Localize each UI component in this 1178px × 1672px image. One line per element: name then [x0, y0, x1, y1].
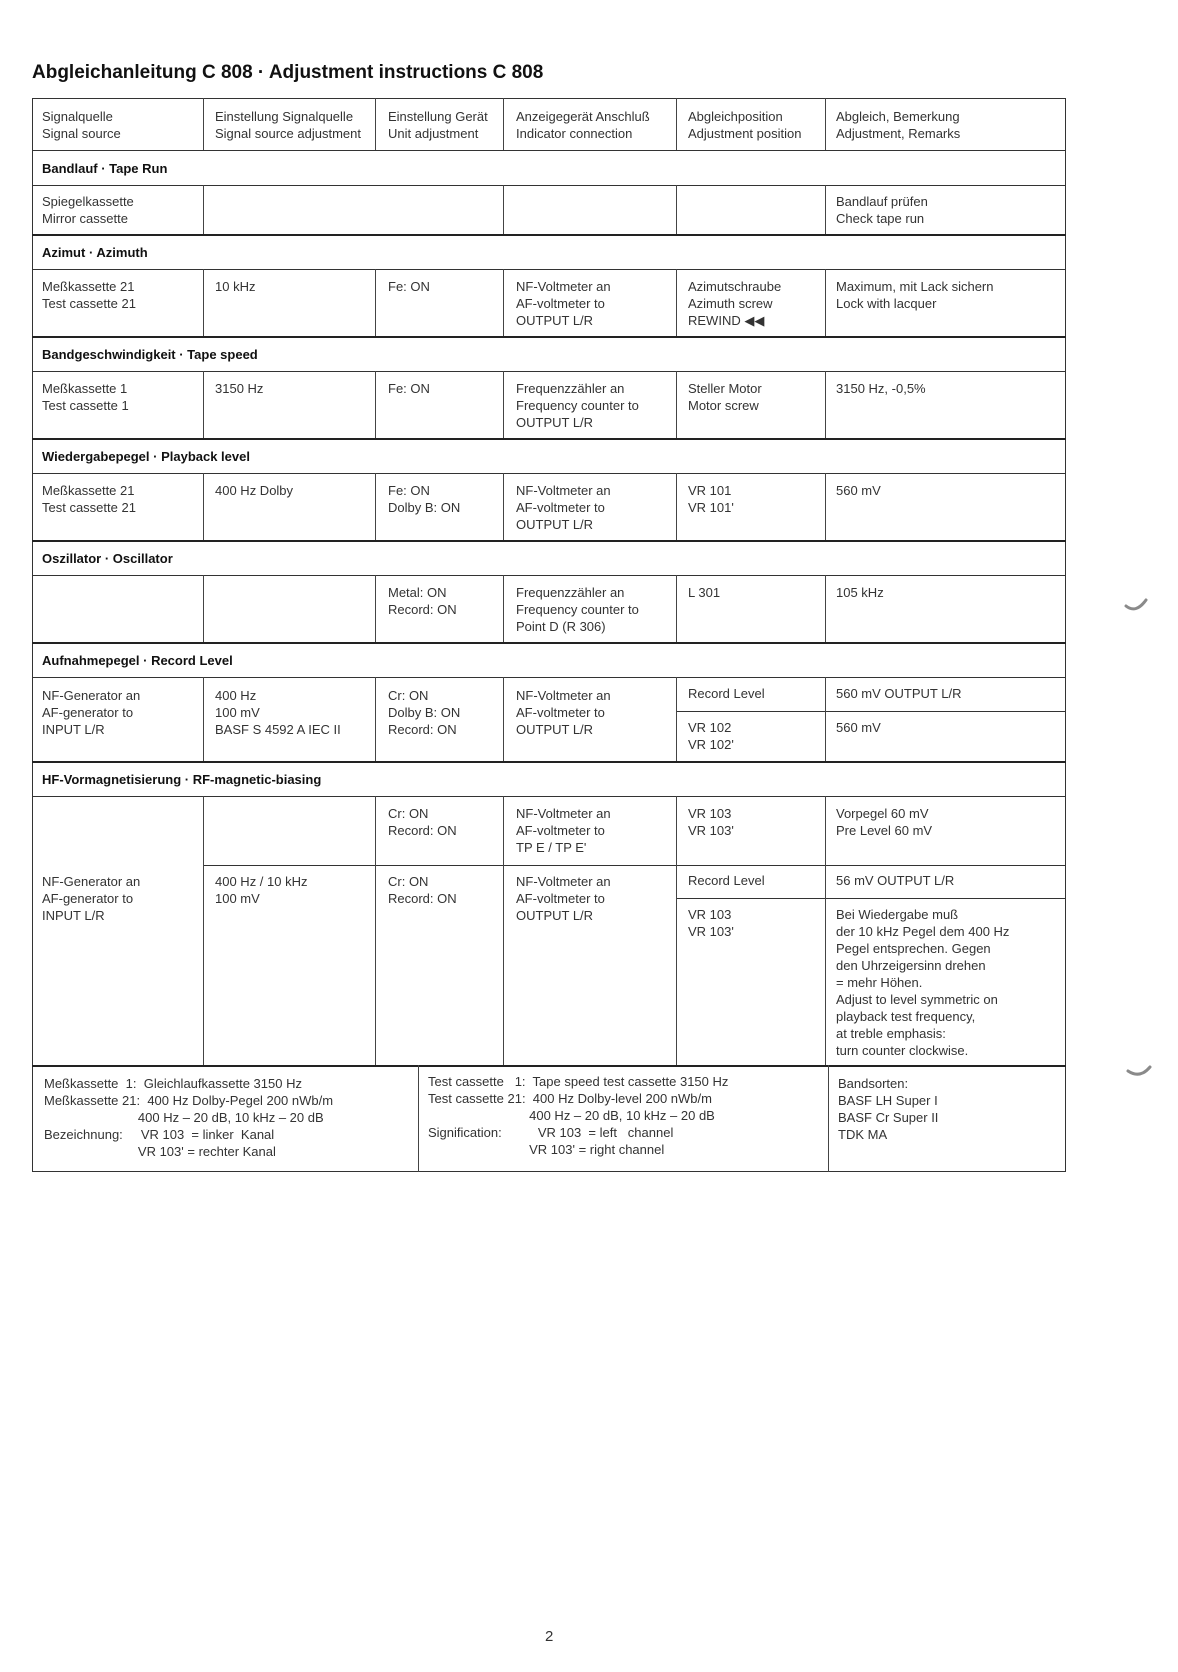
rule — [32, 150, 1066, 151]
rule — [203, 371, 204, 438]
record-level-indicator: NF-Voltmeter an AF-voltmeter to OUTPUT L/R — [516, 688, 611, 737]
page-title: Abgleichanleitung C 808 · Adjustment instructions C 808 — [32, 62, 544, 83]
header-unit-adjustment: Einstellung Gerät Unit adjustment — [388, 109, 488, 141]
rule — [32, 575, 1066, 576]
binder-hole-mark — [1124, 1055, 1154, 1085]
rule — [375, 473, 376, 540]
azimuth-source-adj: 10 kHz — [215, 279, 256, 294]
oscillator-indicator: Frequenzzähler an Frequency counter to Point D (R 306) — [516, 585, 639, 634]
record-level-source-adj: 400 Hz 100 mV BASF S 4592 A IEC II — [215, 688, 341, 737]
tape-speed-unit-adj: Fe: ON — [388, 381, 430, 396]
rule — [825, 473, 826, 540]
page-number: 2 — [545, 1628, 554, 1645]
rule — [203, 575, 204, 642]
rule — [32, 336, 1066, 338]
section-title-azimuth: Azimut · Azimuth — [42, 245, 148, 260]
tape-run-source: Spiegelkassette Mirror cassette — [42, 194, 134, 226]
section-title-tape-speed: Bandgeschwindigkeit · Tape speed — [42, 347, 258, 362]
rule — [503, 575, 504, 642]
rule — [503, 473, 504, 540]
rule — [32, 269, 1066, 270]
footer-tape-types: Bandsorten: BASF LH Super I BASF Cr Super II TDK MA — [838, 1076, 939, 1142]
rule — [825, 371, 826, 438]
tape-speed-position: Steller Motor Motor screw — [688, 381, 762, 413]
rule — [825, 269, 826, 336]
rule — [825, 98, 826, 150]
binder-hole-mark — [1120, 588, 1150, 618]
bias-row1-unit-adj: Cr: ON Record: ON — [388, 806, 457, 838]
record-level-remark-2: 560 mV — [836, 720, 881, 735]
bias-row2-position-1: Record Level — [688, 873, 765, 888]
bias-row2-remark-2: Bei Wiedergabe muß der 10 kHz Pegel dem 400 Hz Pegel entsprechen. Gegen den Uhrzeigersinn drehen = mehr Höhen. Adjust to level symmetric on playback test frequency, at treble emphasis: turn counter clockwise. — [836, 907, 1010, 1058]
footer-german-notes: Meßkassette 1: Gleichlaufkassette 3150 Hz Meßkassette 21: 400 Hz Dolby-Pegel 200 nWb/m 400 Hz – 20 dB, 10 kHz – 20 dB Bezeichnung: VR 103 = linker Kanal VR 103' = rechter Kanal — [44, 1076, 334, 1159]
rule — [203, 185, 204, 234]
rule — [676, 473, 677, 540]
rule — [32, 642, 1066, 644]
rule — [503, 269, 504, 336]
rule — [32, 185, 1066, 186]
bias-row2-unit-adj: Cr: ON Record: ON — [388, 874, 457, 906]
section-title-oscillator: Oszillator · Oscillator — [42, 551, 173, 566]
rule — [32, 761, 1066, 763]
rule — [825, 575, 826, 642]
azimuth-position: Azimutschraube Azimuth screw REWIND ◀◀ — [688, 279, 782, 328]
rule — [204, 865, 1066, 866]
rule — [825, 677, 826, 761]
oscillator-position: L 301 — [688, 585, 721, 600]
rule — [32, 234, 1066, 236]
rule — [676, 711, 1066, 712]
playback-position: VR 101 VR 101' — [688, 483, 734, 515]
header-source-adjustment: Einstellung Signalquelle Signal source adjustment — [215, 109, 361, 141]
rule — [676, 185, 677, 234]
rule — [375, 575, 376, 642]
tape-speed-source-adj: 3150 Hz — [215, 381, 264, 396]
playback-source-adj: 400 Hz Dolby — [215, 483, 294, 498]
section-title-tape-run: Bandlauf · Tape Run — [42, 161, 168, 176]
rule — [503, 98, 504, 150]
rule — [418, 1065, 419, 1172]
bias-row2-source-adj: 400 Hz / 10 kHz 100 mV — [215, 874, 308, 906]
rule — [676, 575, 677, 642]
bias-row1-remark: Vorpegel 60 mV Pre Level 60 mV — [836, 806, 933, 838]
playback-source: Meßkassette 21 Test cassette 21 — [42, 483, 136, 515]
rule — [676, 371, 677, 438]
rule — [375, 98, 376, 150]
rule — [203, 473, 204, 540]
rule — [503, 185, 504, 234]
header-signal-source: Signalquelle Signal source — [42, 109, 121, 141]
rule — [32, 677, 1066, 678]
rule — [203, 269, 204, 336]
header-adjustment-position: Abgleichposition Adjustment position — [688, 109, 802, 141]
playback-indicator: NF-Voltmeter an AF-voltmeter to OUTPUT L/R — [516, 483, 611, 532]
rule — [203, 677, 204, 761]
record-level-position-2: VR 102 VR 102' — [688, 720, 734, 752]
tape-speed-remark: 3150 Hz, -0,5% — [836, 381, 926, 396]
rule — [828, 1065, 829, 1172]
rule — [503, 796, 504, 1065]
footer-english-notes: Test cassette 1: Tape speed test cassette 3150 Hz Test cassette 21: 400 Hz Dolby-level 200 nWb/m 400 Hz – 20 dB, 10 kHz – 20 dB Signification: VR 103 = left channel VR 103' = right channel — [428, 1074, 729, 1157]
rule — [676, 677, 677, 761]
header-indicator-connection: Anzeigegerät Anschluß Indicator connection — [516, 109, 650, 141]
rule — [32, 1065, 1066, 1067]
rule — [203, 98, 204, 150]
bias-row2-position-2: VR 103 VR 103' — [688, 907, 734, 939]
section-title-bias: HF-Vormagnetisierung · RF-magnetic-biasing — [42, 772, 322, 787]
tape-speed-source: Meßkassette 1 Test cassette 1 — [42, 381, 129, 413]
azimuth-indicator: NF-Voltmeter an AF-voltmeter to OUTPUT L/R — [516, 279, 611, 328]
rule — [503, 677, 504, 761]
rule — [375, 677, 376, 761]
rule — [676, 98, 677, 150]
bias-row1-position: VR 103 VR 103' — [688, 806, 734, 838]
playback-unit-adj: Fe: ON Dolby B: ON — [388, 483, 461, 515]
rule — [503, 371, 504, 438]
bias-row2-indicator: NF-Voltmeter an AF-voltmeter to OUTPUT L/R — [516, 874, 611, 923]
rule — [32, 371, 1066, 372]
record-level-remark-1: 560 mV OUTPUT L/R — [836, 686, 962, 701]
rule — [825, 185, 826, 234]
rule — [676, 898, 1066, 899]
rule — [676, 796, 677, 1065]
oscillator-remark: 105 kHz — [836, 585, 884, 600]
record-level-unit-adj: Cr: ON Dolby B: ON Record: ON — [388, 688, 461, 737]
rule — [375, 371, 376, 438]
playback-remark: 560 mV — [836, 483, 881, 498]
section-title-playback: Wiedergabepegel · Playback level — [42, 449, 250, 464]
section-title-record-level: Aufnahmepegel · Record Level — [42, 653, 233, 668]
rule — [825, 796, 826, 1065]
bias-row2-remark-1: 56 mV OUTPUT L/R — [836, 873, 955, 888]
rule — [375, 796, 376, 1065]
header-remarks: Abgleich, Bemerkung Adjustment, Remarks — [836, 109, 961, 141]
rule — [32, 438, 1066, 440]
rule — [203, 796, 204, 1065]
bias-row1-indicator: NF-Voltmeter an AF-voltmeter to TP E / TP E' — [516, 806, 611, 855]
rule — [32, 796, 1066, 797]
bias-row2-source: NF-Generator an AF-generator to INPUT L/R — [42, 874, 141, 923]
rule — [375, 269, 376, 336]
rule — [676, 269, 677, 336]
azimuth-remark: Maximum, mit Lack sichern Lock with lacquer — [836, 279, 994, 311]
record-level-position-1: Record Level — [688, 686, 765, 701]
record-level-source: NF-Generator an AF-generator to INPUT L/R — [42, 688, 141, 737]
tape-speed-indicator: Frequenzzähler an Frequency counter to OUTPUT L/R — [516, 381, 639, 430]
azimuth-source: Meßkassette 21 Test cassette 21 — [42, 279, 136, 311]
rule — [32, 540, 1066, 542]
tape-run-remark: Bandlauf prüfen Check tape run — [836, 194, 928, 226]
azimuth-unit-adj: Fe: ON — [388, 279, 430, 294]
rule — [32, 473, 1066, 474]
oscillator-unit-adj: Metal: ON Record: ON — [388, 585, 457, 617]
